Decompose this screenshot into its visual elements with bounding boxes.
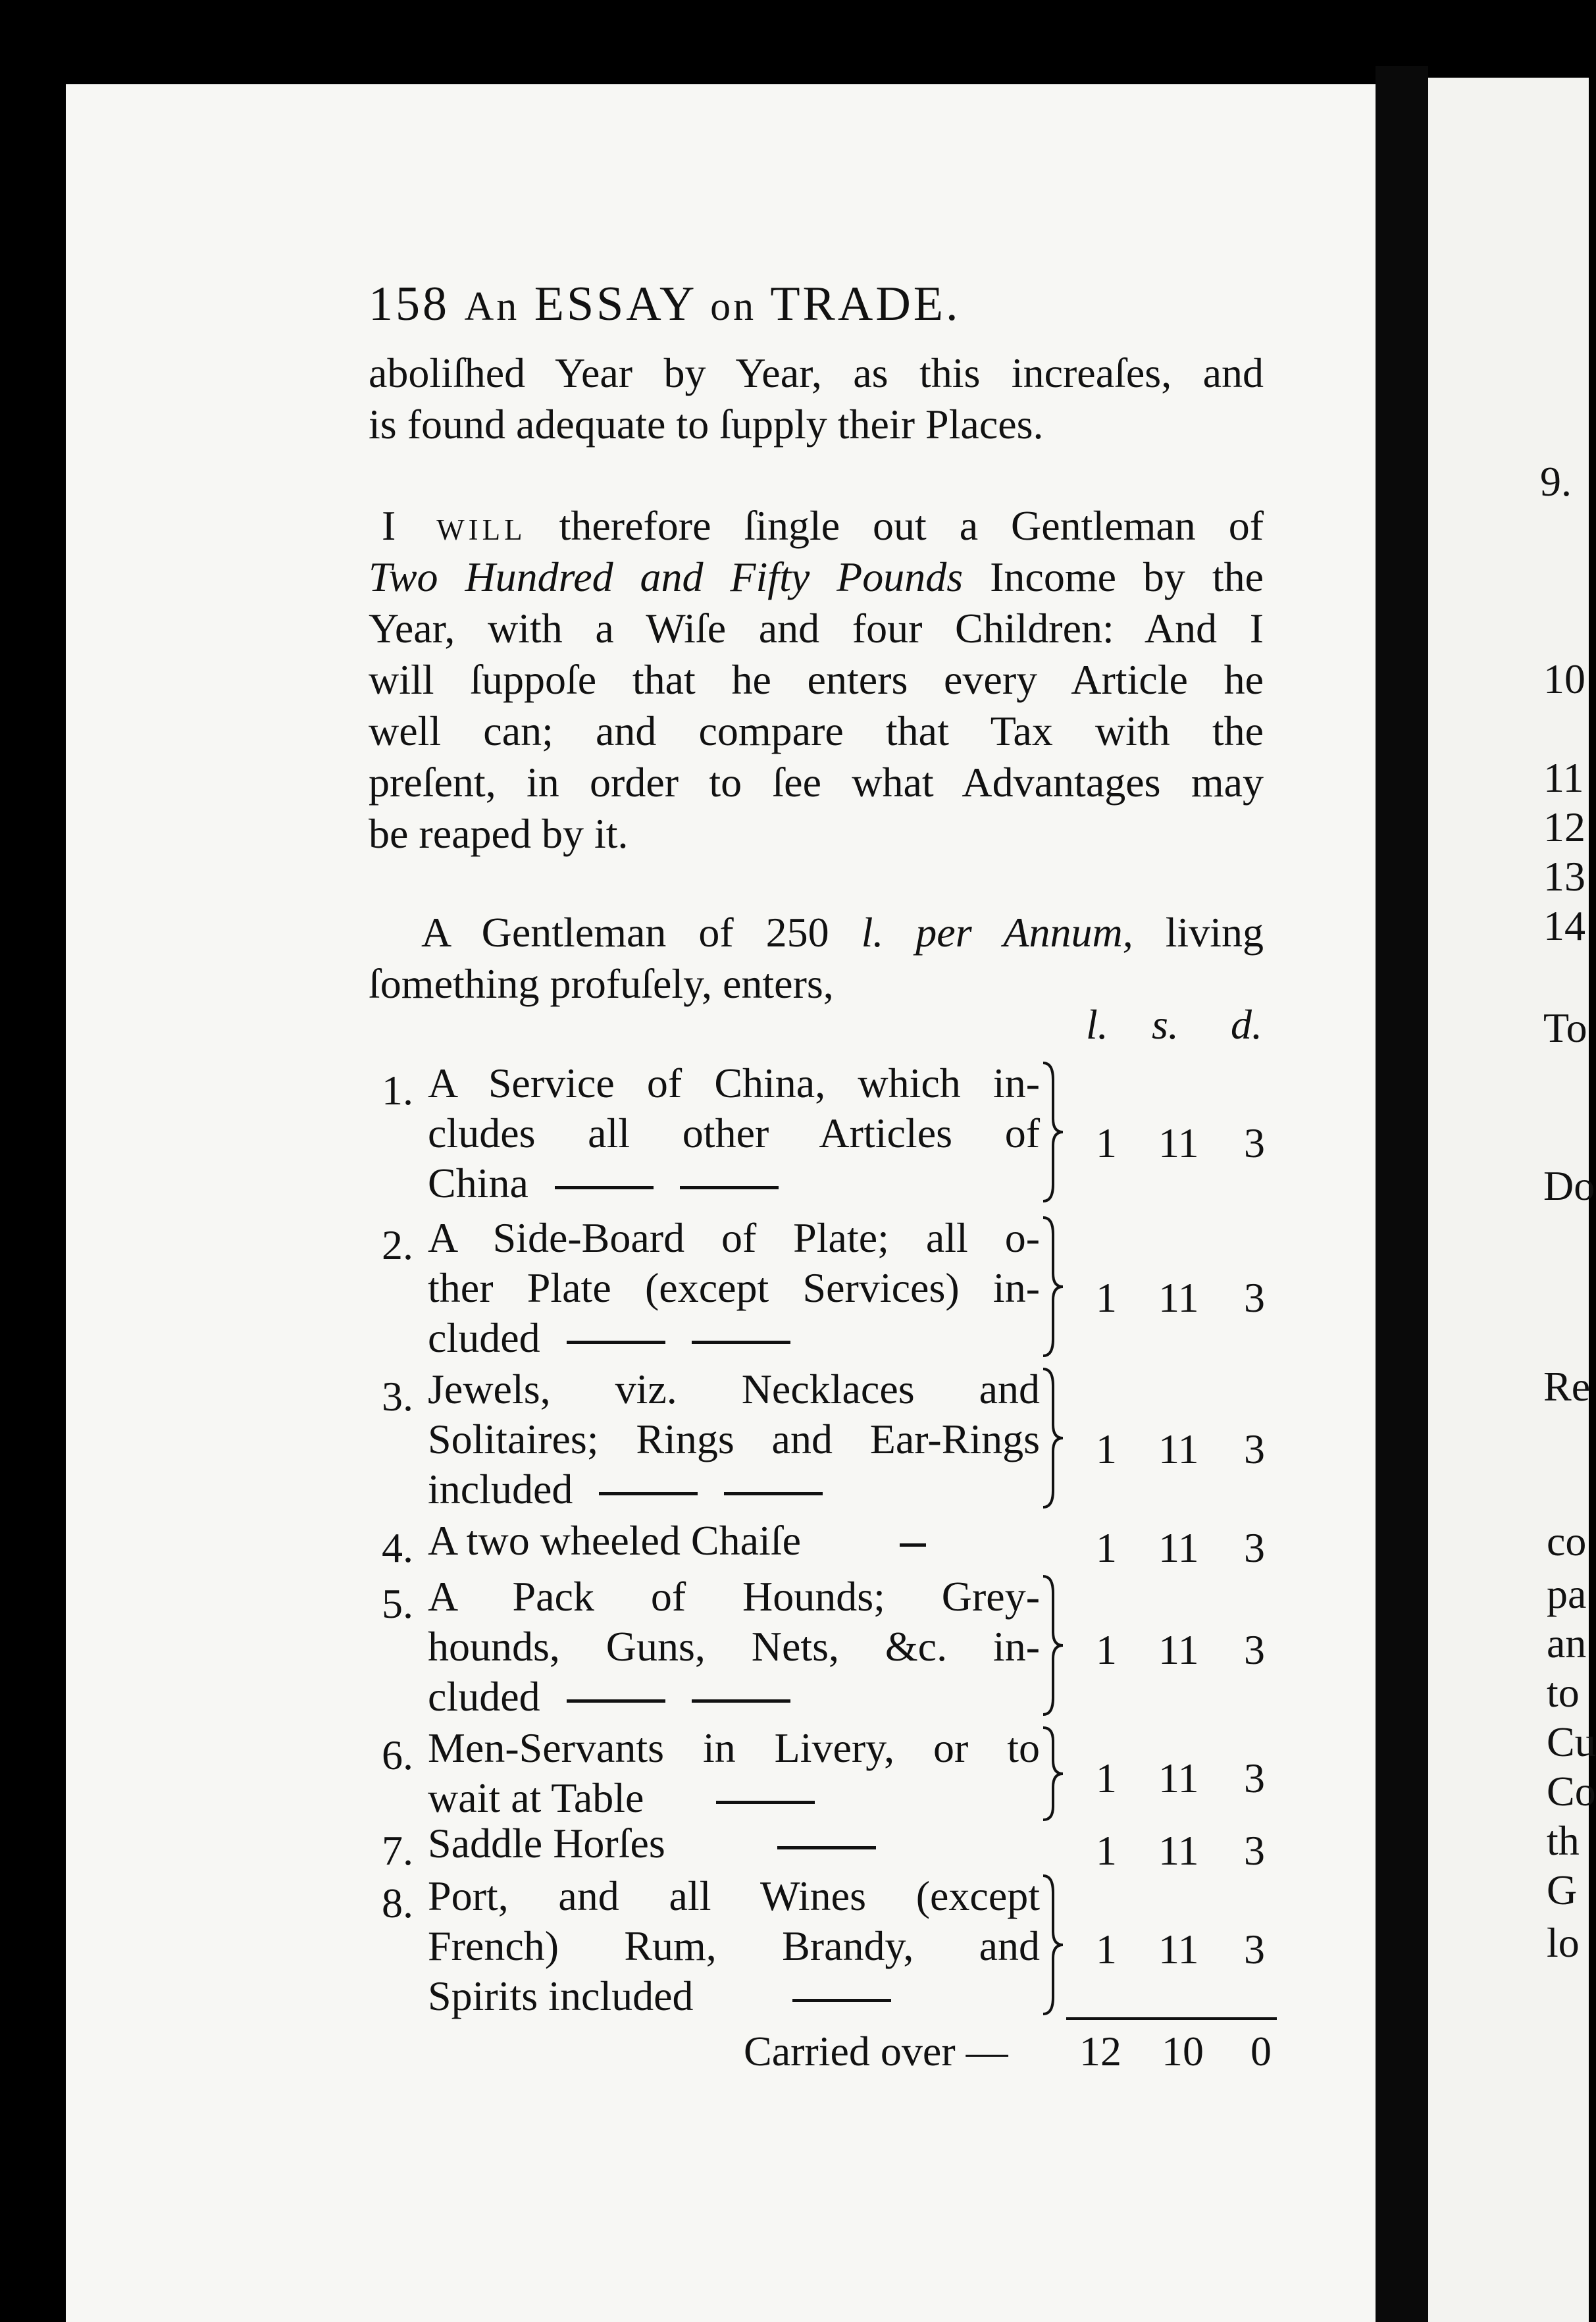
item-number: 1. [382,1067,413,1114]
facing-fragment: pa [1547,1570,1587,1617]
item-description [428,1572,1040,1722]
text-line: ther Plate (except Services) in- [428,1264,1040,1311]
amount-shillings: 11 [1158,1274,1199,1321]
column-header-pounds: l. [1086,1001,1108,1048]
item-number: 3. [382,1373,413,1420]
text-line: French) Rum, Brandy, and [428,1922,1040,1969]
item-number: 5. [382,1580,413,1627]
text-line [369,552,1264,603]
text-line: well can; and compare that Tax with the [369,708,1264,754]
facing-fragment: 14 [1543,902,1585,949]
item-description [428,1058,1040,1208]
leader-dash [724,1492,823,1495]
facing-fragment: to [1547,1669,1580,1716]
text-line [369,500,1264,552]
facing-fragment: To [1543,1004,1587,1051]
text-line: Solitaires; Rings and Ear-Rings [428,1416,1040,1462]
text-line: cludes all other Articles of [428,1110,1040,1156]
text-span: wait at Table [428,1774,644,1821]
text-line: ſomething profuſely, enters, [369,960,834,1007]
leader-dash [692,1341,790,1344]
text-line: Year, with a Wiſe and four Children: And I [369,605,1264,652]
item-number: 8. [382,1880,413,1926]
amount-shillings: 11 [1158,1120,1199,1166]
text-line: be reaped by it. [369,810,629,857]
facing-fragment: G [1547,1867,1578,1913]
facing-fragment: Do [1543,1162,1595,1209]
amount-pounds: 1 [1096,1755,1117,1801]
sum-rule [1066,2017,1277,2020]
amount-shillings: 11 [1158,1926,1199,1973]
amount-pounds: 1 [1096,1426,1117,1472]
column-header-pence: d. [1231,1001,1262,1048]
leader-dash [680,1186,779,1189]
item-number: 7. [382,1827,413,1874]
amount-pounds: 1 [1096,1827,1117,1874]
leader-dash [555,1186,654,1189]
leader-dash [716,1801,815,1804]
curly-brace [1040,1573,1066,1718]
facing-fragment: 10 [1543,656,1585,702]
amount-shillings: 11 [1158,1755,1199,1801]
italic-amount: Two Hundred and Fifty Pounds [369,554,964,600]
text-line [428,1464,1040,1514]
text-line [428,1516,1040,1566]
text-line [428,1313,1040,1363]
text-span: China [428,1160,528,1206]
amount-shillings: 11 [1158,1524,1199,1571]
item-number: 4. [382,1524,413,1571]
amount-pence: 3 [1244,1926,1265,1973]
text-span: A two wheeled Chaiſe [428,1517,801,1564]
item-description [428,1723,1040,1823]
leader-dash [567,1699,665,1703]
item-description [428,1516,1040,1566]
leader-dash [567,1341,665,1344]
text-line: A Side-Board of Plate; all o- [428,1214,1040,1261]
amount-pence: 3 [1244,1626,1265,1673]
text-line [428,1819,1040,1869]
text-span: therefore ſingle out a Gentleman of [559,502,1264,549]
leader-dash [792,1999,891,2002]
carried-over-label: Carried over — [744,2028,1008,2075]
item-number: 6. [382,1732,413,1778]
text-line [428,1158,1040,1208]
text-span: living [1165,909,1264,956]
amount-pounds: 1 [1096,1274,1117,1321]
text-span: Spirits included [428,1973,694,2019]
book-gutter [1376,66,1428,2322]
facing-fragment: an [1547,1620,1587,1666]
amount-pence: 3 [1244,1274,1265,1321]
total-shillings: 10 [1162,2028,1204,2075]
item-description [428,1364,1040,1514]
facing-fragment: lo [1547,1919,1580,1966]
text-line [369,907,1264,958]
paragraph-ledger-intro [369,907,1264,1010]
amount-pounds: 1 [1096,1926,1117,1973]
text-line [428,1971,1040,2021]
text-line: A Pack of Hounds; Grey- [428,1573,1040,1620]
text-line: Men-Servants in Livery, or to [428,1724,1040,1771]
facing-fragment: 12 [1543,804,1585,850]
item-description [428,1213,1040,1363]
item-number: 2. [382,1222,413,1268]
paragraph-continued [369,348,1264,450]
leader-dash [692,1699,790,1703]
amount-shillings: 11 [1158,1426,1199,1472]
leader-dash [777,1846,876,1849]
curly-brace [1040,1060,1066,1204]
text-line: hounds, Guns, Nets, &c. in- [428,1623,1040,1670]
page-number: 158 [369,277,450,331]
curly-brace [1040,1214,1066,1359]
facing-fragment: th [1547,1817,1580,1864]
facing-fragment: 9. [1540,458,1572,505]
amount-pence: 3 [1244,1120,1265,1166]
facing-fragment: Cu [1547,1718,1596,1765]
text-line: Port, and all Wines (except [428,1872,1040,1919]
total-pence: 0 [1250,2028,1272,2075]
facing-fragment: 11 [1543,754,1584,801]
amount-pence: 3 [1244,1524,1265,1571]
running-head-on: on [710,284,757,329]
text-line: will ſuppoſe that he enters every Article he [369,656,1264,703]
item-description [428,1819,1040,1869]
facing-fragment: Co [1547,1768,1596,1815]
text-span: Income by the [990,554,1264,600]
leader-dash [900,1543,926,1547]
italic-per-annum: l. per Annum, [861,909,1133,956]
text-line [428,1672,1040,1722]
item-description [428,1871,1040,2021]
amount-pence: 3 [1244,1755,1265,1801]
text-span: A Gentleman of 250 [421,909,829,956]
column-header-shillings: s. [1152,1001,1179,1048]
total-pounds: 12 [1079,2028,1121,2075]
facing-fragment: co [1547,1518,1587,1564]
amount-pounds: 1 [1096,1524,1117,1571]
running-head-trade: TRADE. [770,277,961,331]
amount-pence: 3 [1244,1827,1265,1874]
curly-brace [1040,1872,1066,2017]
running-head-essay: ESSAY [534,277,696,331]
amount-shillings: 11 [1158,1827,1199,1874]
curly-brace [1040,1366,1066,1510]
amount-shillings: 11 [1158,1626,1199,1673]
text-span: cluded [428,1314,540,1361]
paragraph-gentleman [369,500,1264,860]
amount-pounds: 1 [1096,1626,1117,1673]
amount-pounds: 1 [1096,1120,1117,1166]
facing-fragment: 13 [1543,853,1585,900]
text-line: aboliſhed Year by Year, as this increaſes, and [369,349,1264,396]
leader-dash [599,1492,698,1495]
facing-fragment: Re [1543,1363,1591,1410]
small-caps-opening: I will [382,502,527,549]
text-line: is found adequate to ſupply their Places. [369,401,1044,448]
text-span: Saddle Horſes [428,1820,665,1867]
text-span: cluded [428,1673,540,1720]
running-head-an: An [464,284,520,329]
text-line: Jewels, viz. Necklaces and [428,1366,1040,1412]
text-span: included [428,1466,573,1512]
curly-brace [1040,1724,1066,1823]
amount-pence: 3 [1244,1426,1265,1472]
text-line: A Service of China, which in- [428,1060,1040,1106]
text-line: preſent, in order to ſee what Advantages may [369,759,1264,806]
text-line [428,1773,1040,1823]
running-head [369,276,960,332]
